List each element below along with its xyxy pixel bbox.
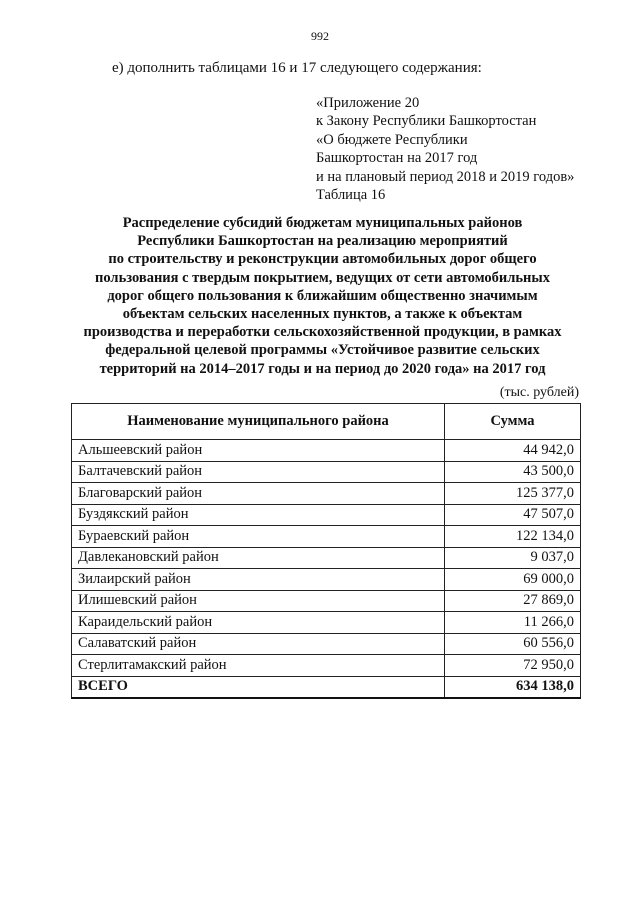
district-amount: 125 377,0 bbox=[445, 483, 581, 505]
table-row bbox=[72, 461, 581, 483]
appendix-line: и на плановый период 2018 и 2019 годов» bbox=[316, 168, 575, 185]
district-amount: 9 037,0 bbox=[445, 547, 581, 569]
district-name: Бураевский район bbox=[72, 526, 445, 548]
table-row bbox=[72, 440, 581, 462]
intro-text: е) дополнить таблицами 16 и 17 следующего содержания: bbox=[112, 60, 482, 76]
table-header-row bbox=[72, 404, 581, 440]
district-name: Благоварский район bbox=[72, 483, 445, 505]
district-amount: 69 000,0 bbox=[445, 569, 581, 591]
document-title bbox=[60, 214, 585, 378]
table-row bbox=[72, 590, 581, 612]
title-line: Распределение субсидий бюджетам муниципальных районов bbox=[122, 215, 523, 231]
table-row bbox=[72, 633, 581, 655]
title-line: федеральной целевой программы «Устойчивое развитие сельских bbox=[105, 342, 540, 359]
subsidy-table bbox=[71, 403, 581, 699]
title-line: производства и переработки сельскохозяйственной продукции, в рамках bbox=[83, 324, 562, 341]
title-line: Республики Башкортостан на реализацию мероприятий bbox=[137, 233, 508, 250]
district-name: Альшеевский район bbox=[72, 440, 445, 462]
district-name: Илишевский район bbox=[72, 590, 445, 612]
table-row bbox=[72, 526, 581, 548]
appendix-line: Башкортостан на 2017 год bbox=[316, 150, 478, 167]
title-line: пользования с твердым покрытием, ведущих от сети автомобильных bbox=[95, 269, 550, 286]
district-amount: 43 500,0 bbox=[445, 461, 581, 483]
title-line: территорий на 2014–2017 годы и на период до 2020 года» на 2017 год bbox=[99, 360, 546, 377]
total-label: ВСЕГО bbox=[72, 676, 445, 698]
table-row bbox=[72, 569, 581, 591]
table-row bbox=[72, 504, 581, 526]
district-name: Буздякский район bbox=[72, 504, 445, 526]
district-name: Салаватский район bbox=[72, 633, 445, 655]
total-amount: 634 138,0 bbox=[445, 676, 581, 698]
district-name: Зилаирский район bbox=[72, 569, 445, 591]
column-header-amount: Сумма bbox=[445, 404, 581, 440]
column-header-district: Наименование муниципального района bbox=[72, 404, 445, 440]
title-line: объектам сельских населенных пунктов, а также к объектам bbox=[122, 306, 523, 323]
district-amount: 47 507,0 bbox=[445, 504, 581, 526]
table-number: Таблица 16 bbox=[316, 187, 386, 204]
table-row bbox=[72, 655, 581, 677]
district-name: Стерлитамакский район bbox=[72, 655, 445, 677]
page-number: 992 bbox=[311, 29, 329, 43]
district-amount: 60 556,0 bbox=[445, 633, 581, 655]
district-amount: 44 942,0 bbox=[445, 440, 581, 462]
appendix-line: «Приложение 20 bbox=[316, 95, 420, 111]
title-line: по строительству и реконструкции автомобильных дорог общего bbox=[108, 251, 537, 268]
district-amount: 72 950,0 bbox=[445, 655, 581, 677]
district-amount: 11 266,0 bbox=[445, 612, 581, 634]
appendix-line: «О бюджете Республики bbox=[316, 131, 468, 148]
unit-label: (тыс. рублей) bbox=[499, 385, 579, 400]
table-row bbox=[72, 547, 581, 569]
total-row bbox=[72, 676, 581, 698]
district-name: Караидельский район bbox=[72, 612, 445, 634]
appendix-reference bbox=[316, 94, 574, 204]
title-line: дорог общего пользования к ближайшим общественно значимым bbox=[107, 287, 538, 304]
table-row bbox=[72, 483, 581, 505]
district-name: Балтачевский район bbox=[72, 461, 445, 483]
district-name: Давлекановский район bbox=[72, 547, 445, 569]
appendix-line: к Закону Республики Башкортостан bbox=[316, 113, 537, 130]
district-amount: 122 134,0 bbox=[445, 526, 581, 548]
table-row bbox=[72, 612, 581, 634]
district-amount: 27 869,0 bbox=[445, 590, 581, 612]
